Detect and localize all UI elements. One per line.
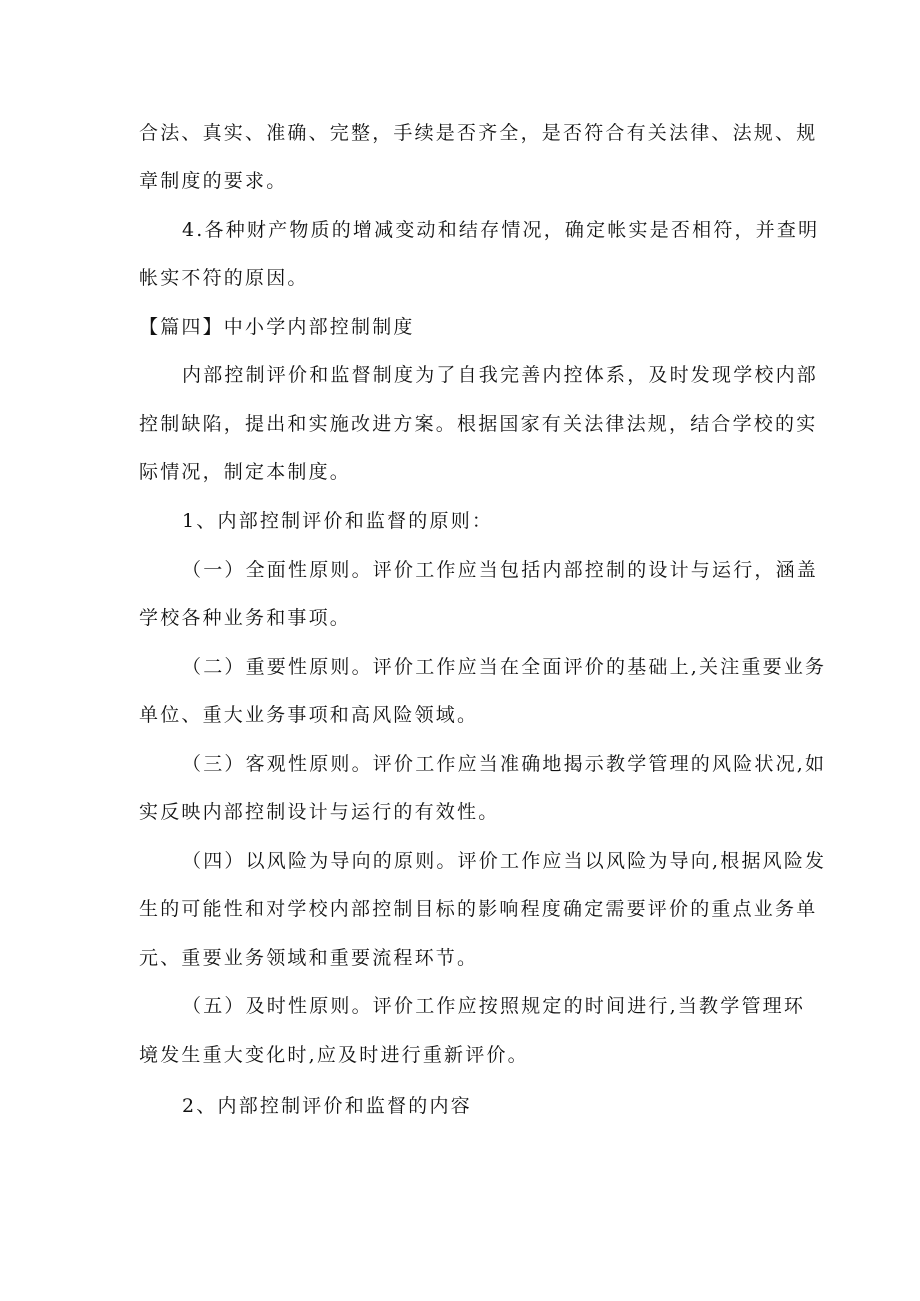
paragraph-line: 1、内部控制评价和监督的原则：: [182, 510, 494, 532]
paragraph-line: 单位、重大业务事项和高风险领域。: [139, 704, 479, 726]
paragraph-line: 合法、真实、准确、完整，手续是否齐全，是否符合有关法律、法规、规: [139, 122, 818, 144]
section-heading: 【篇四】中小学内部控制制度: [139, 316, 415, 338]
paragraph-line: 实反映内部控制设计与运行的有效性。: [139, 801, 500, 823]
paragraph-line: 学校各种业务和事项。: [139, 607, 352, 629]
paragraph-line: 生的可能性和对学校内部控制目标的影响程度确定需要评价的重点业务单: [139, 898, 818, 920]
paragraph-line: 控制缺陷，提出和实施改进方案。根据国家有关法律法规，结合学校的实: [139, 413, 818, 435]
paragraph-line: 内部控制评价和监督制度为了自我完善内控体系，及时发现学校内部: [182, 364, 819, 386]
paragraph-line: （五）及时性原则。评价工作应按照规定的时间进行,当教学管理环: [182, 995, 806, 1017]
paragraph-line: （一）全面性原则。评价工作应当包括内部控制的设计与运行，涵盖: [182, 559, 819, 581]
paragraph-line: 际情况，制定本制度。: [139, 461, 352, 483]
paragraph-line: 境发生重大变化时,应及时进行重新评价。: [139, 1044, 529, 1066]
paragraph-line: 元、重要业务领域和重要流程环节。: [139, 947, 479, 969]
paragraph-line: 帐实不符的原因。: [139, 267, 309, 289]
paragraph-line: （三）客观性原则。评价工作应当准确地揭示教学管理的风险状况,如: [182, 753, 827, 775]
paragraph-line: （四）以风险为导向的原则。评价工作应当以风险为导向,根据风险发: [182, 850, 827, 872]
paragraph-line: 章制度的要求。: [139, 170, 288, 192]
paragraph-line: 2、内部控制评价和监督的内容: [182, 1095, 472, 1117]
paragraph-line: 4.各种财产物质的增减变动和结存情况，确定帐实是否相符，并查明: [182, 219, 820, 241]
paragraph-line: （二）重要性原则。评价工作应当在全面评价的基础上,关注重要业务: [182, 656, 827, 678]
